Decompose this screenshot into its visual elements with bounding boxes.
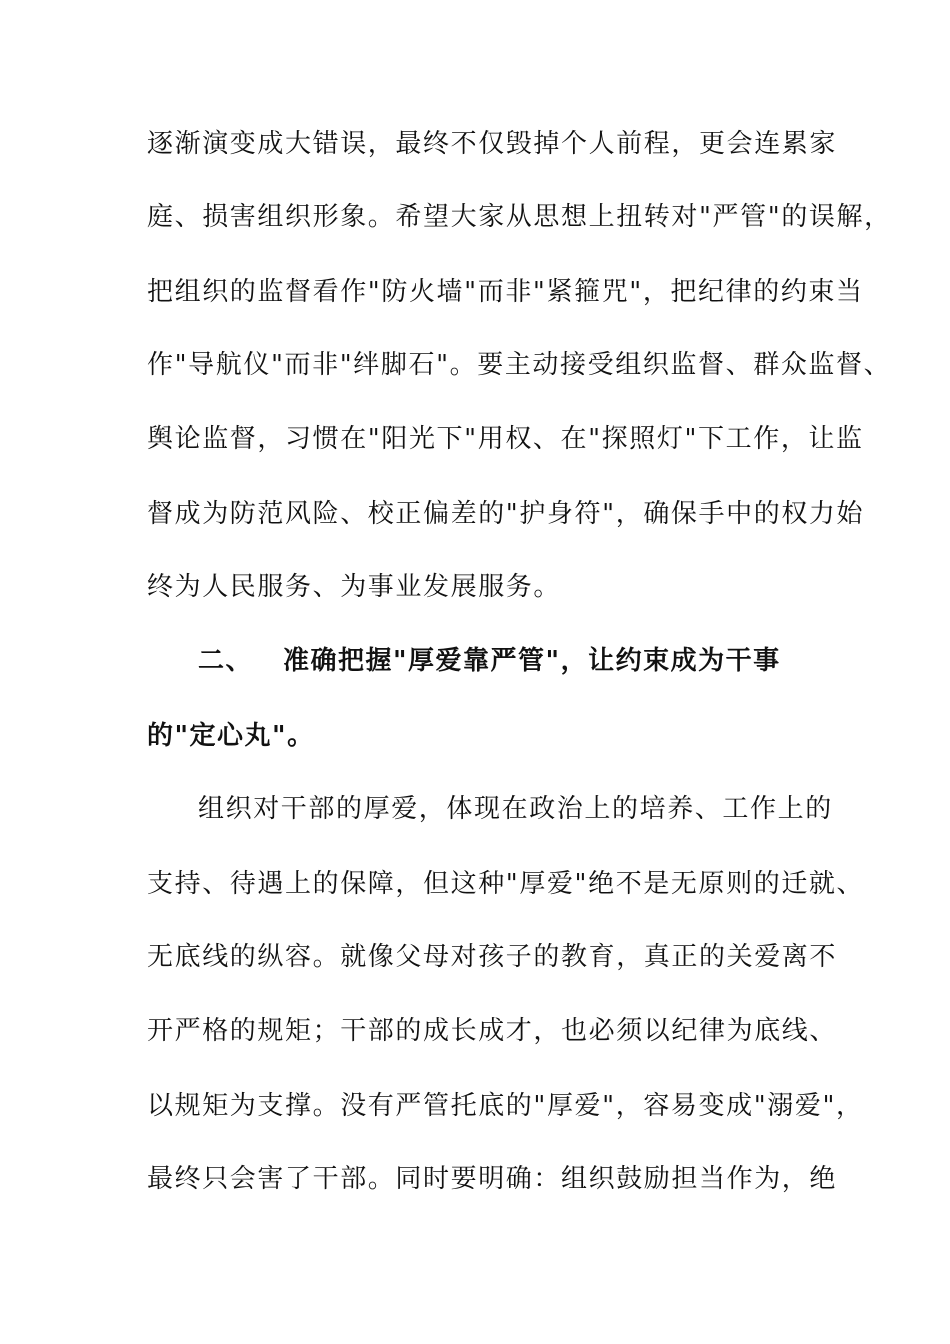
paragraph-2-line-6: 最终只会害了干部。同时要明确：组织鼓励担当作为，绝 — [147, 1164, 838, 1194]
paragraph-2-line-4: 开严格的规矩；干部的成长成才，也必须以纪律为底线、 — [147, 1016, 838, 1046]
paragraph-2-line-1: 组织对干部的厚爱，体现在政治上的培养、工作上的 — [198, 794, 833, 824]
section-heading-line-1 — [198, 643, 781, 679]
paragraph-2-line-3: 无底线的纵容。就像父母对孩子的教育，真正的关爱离不 — [147, 942, 838, 972]
paragraph-2-line-2: 支持、待遇上的保障，但这种"厚爱"绝不是无原则的迁就、 — [147, 869, 865, 899]
paragraph-1-line-1: 逐渐演变成大错误，最终不仅毁掉个人前程，更会连累家 — [147, 129, 838, 159]
paragraph-1-line-6: 督成为防范风险、校正偏差的"护身符"，确保手中的权力始 — [147, 499, 865, 529]
paragraph-1-line-2: 庭、损害组织形象。希望大家从思想上扭转对"严管"的误解， — [147, 202, 892, 232]
paragraph-2-line-5: 以规矩为支撑。没有严管托底的"厚爱"，容易变成"溺爱"， — [147, 1091, 864, 1121]
section-heading-line-2: 的"定心丸"。 — [147, 721, 315, 751]
paragraph-1-line-4: 作"导航仪"而非"绊脚石"。要主动接受组织监督、群众监督、 — [147, 350, 892, 380]
section-number: 二、 — [198, 646, 254, 676]
paragraph-1-line-5: 舆论监督，习惯在"阳光下"用权、在"探照灯"下工作，让监 — [147, 424, 864, 454]
section-title-part-1: 准确把握"厚爱靠严管"，让约束成为干事 — [283, 646, 781, 676]
paragraph-1-line-7: 终为人民服务、为事业发展服务。 — [147, 572, 562, 602]
paragraph-1-line-3: 把组织的监督看作"防火墙"而非"紧箍咒"，把纪律的约束当 — [147, 277, 864, 307]
